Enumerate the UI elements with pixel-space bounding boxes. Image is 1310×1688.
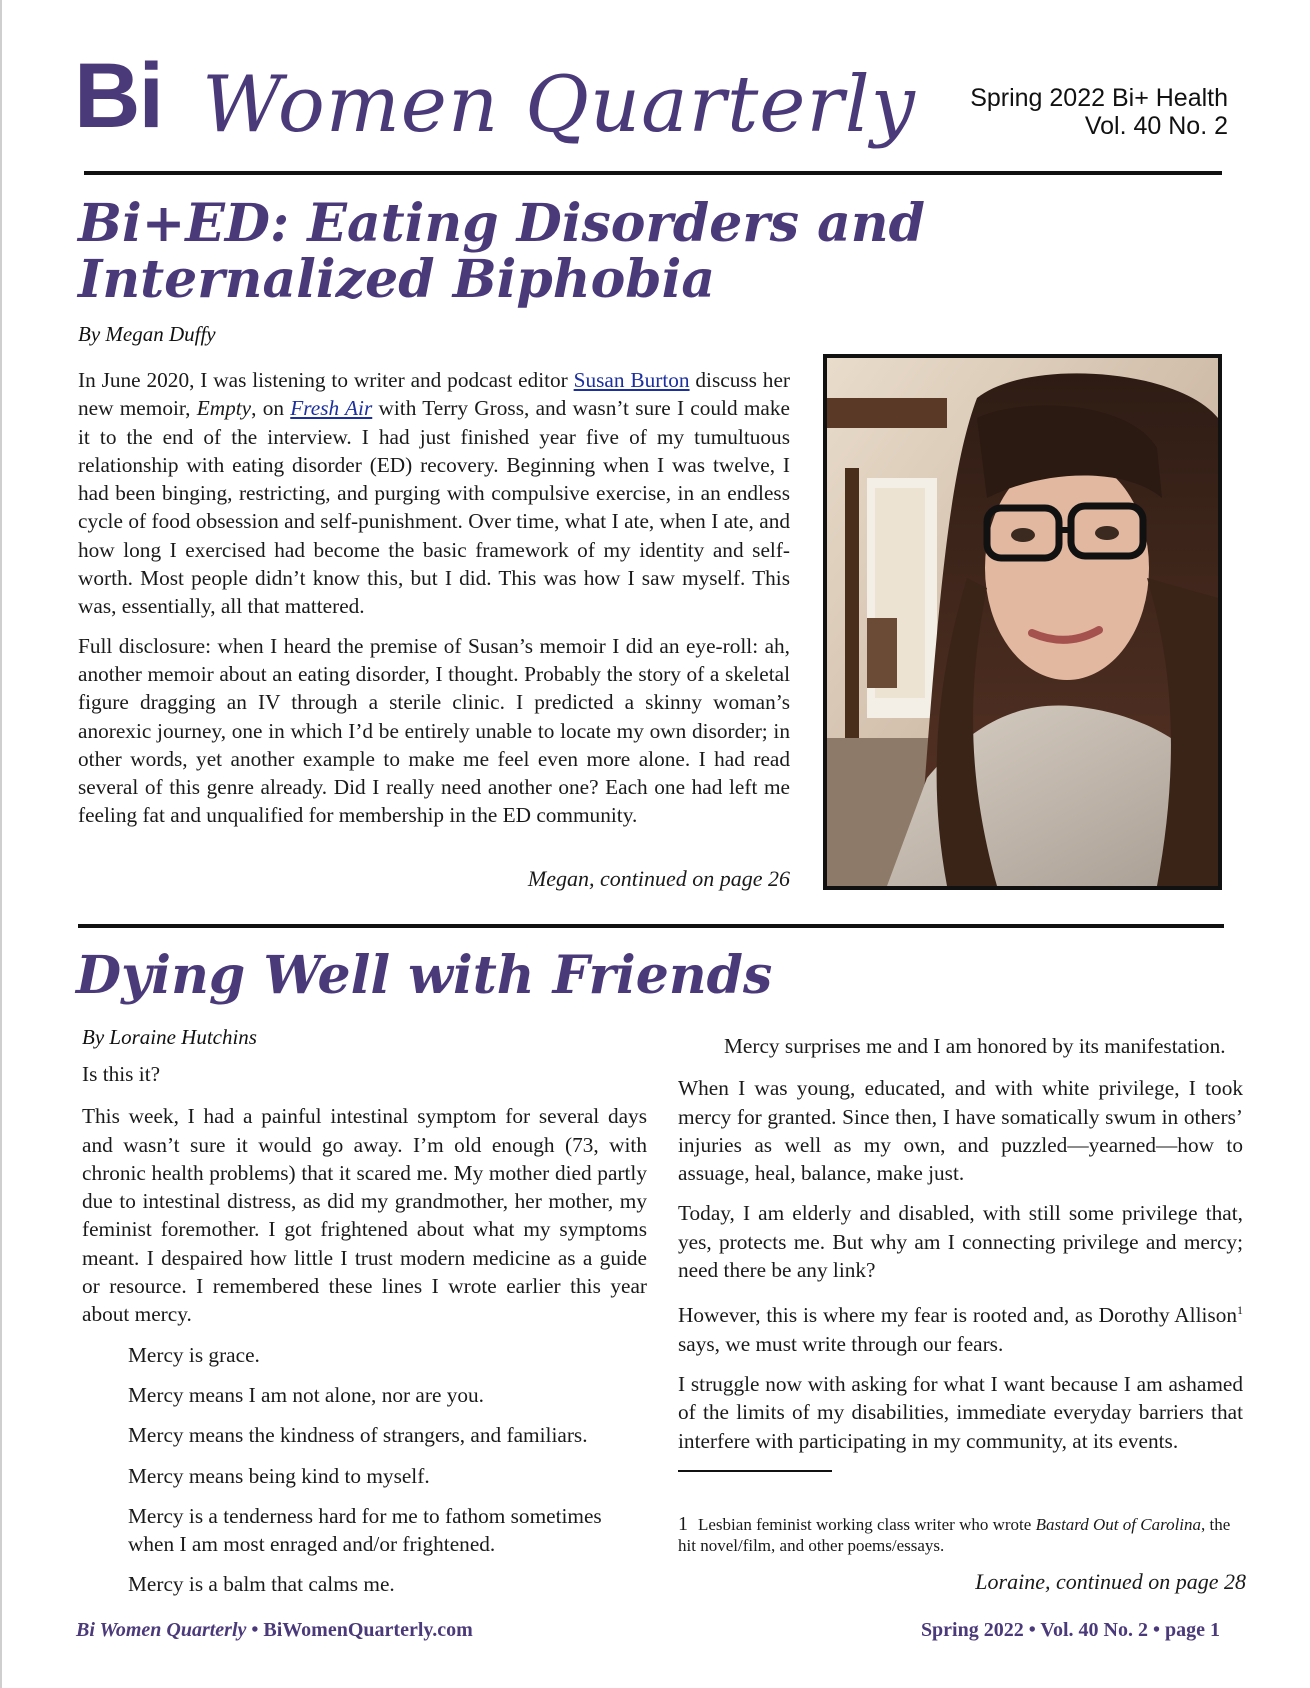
section-rule xyxy=(78,924,1224,928)
article2-continued: Loraine, continued on page 28 xyxy=(975,1569,1246,1594)
masthead-title: Women Quarterly xyxy=(202,60,916,150)
footnote-marker: 1 xyxy=(1237,1303,1243,1318)
issue-volume: Vol. 40 No. 2 xyxy=(1084,112,1228,140)
poem-line: Mercy surprises me and I am honored by its manifestation. xyxy=(724,1034,1226,1058)
article2-paragraph: This week, I had a painful intestinal symptom for several days and wasn’t sure it would go away. I’m old enough (73, with chronic health problems) that it scared me. My mother died partly due to intestinal distress, as did my grandmother, her mother, my feminist foremother. I got frightened about what my symptoms meant. I despaired how little I trust modern medicine as a guide or resource. I remembered these lines I wrote earlier this year about mercy. xyxy=(82,1104,647,1327)
article2-paragraph: I struggle now with asking for what I want because I am ashamed of the limits of my disabilities, immediate everyday barriers that interfere with participating in my community, at its events. xyxy=(678,1372,1243,1453)
author-photo-image xyxy=(827,358,1218,886)
article1-continued: Megan, continued on page 26 xyxy=(527,866,790,891)
footnote-rule xyxy=(678,1470,832,1472)
fresh-air-link[interactable]: Fresh Air xyxy=(290,396,373,421)
article2-column-left xyxy=(82,1060,647,1610)
footnote-number: 1 xyxy=(678,1513,688,1535)
issue-info xyxy=(970,84,1228,140)
article1-title-line1: Bi+ED: Eating Disorders and xyxy=(78,193,925,254)
poem-line: Mercy means being kind to myself. xyxy=(128,1463,430,1488)
author-photo xyxy=(823,354,1222,890)
book-title-empty: Empty xyxy=(196,396,252,421)
masthead-rule xyxy=(84,171,1222,175)
article2-title: Dying Well with Friends xyxy=(76,945,773,1006)
poem-line: Mercy means I am not alone, nor are you. xyxy=(128,1382,485,1407)
poem-line: Mercy is a tenderness hard for me to fathom sometimes when I am most enraged and/or frightened. xyxy=(128,1503,602,1557)
article2-byline: By Loraine Hutchins xyxy=(82,1025,257,1049)
book-title-bastard: Bastard Out of Carolina xyxy=(1035,1515,1202,1534)
article1-paragraph: In June 2020, I was listening to writer and podcast editor Susan Burton discuss her new memoir, Empty, on Fresh Air with Terry Gross, and wasn’t sure I could make it to the end of the interview. I had just finished year five of my tumultuous relationship with eating disorder (ED) recovery. Beginning when I was twelve, I had been binging, restricting, and purging with compulsive exercise, in an endless cycle of food obsession and self-punishment. Over time, what I ate, when I ate, and how long I exercised had become the basic framework of my identity and self-worth. Most people didn’t know this, but I did. This was how I saw myself. This was, essentially, all that mattered. xyxy=(78,368,790,619)
footer-page-info: Spring 2022 • Vol. 40 No. 2 • page 1 xyxy=(920,1619,1220,1641)
footer-website: • BiWomenQuarterly.com xyxy=(246,1619,473,1641)
susan-burton-link[interactable]: Susan Burton xyxy=(573,368,690,392)
article2-paragraph: When I was young, educated, and with white privilege, I took mercy for granted. Since then, I have somatically swum in others’ injuries as well as my own, and puzzled—yearned—how to assuage, heal, balance, make just. xyxy=(678,1076,1243,1186)
article1-byline: By Megan Duffy xyxy=(78,322,216,346)
article2-paragraph: Today, I am elderly and disabled, with still some privilege that, yes, protects me. But why am I connecting privilege and mercy; need there be any link? xyxy=(678,1201,1243,1283)
article2-paragraph: Is this it? xyxy=(82,1062,161,1086)
article1-title-line2: Internalized Biphobia xyxy=(78,249,716,310)
masthead-bi: Bi xyxy=(74,45,162,147)
article1-title xyxy=(78,193,925,310)
footnote: 1 Lesbian feminist working class writer who wrote Bastard Out of Carolina, the hit novel/film, and other poems/essays. xyxy=(678,1513,1231,1555)
footer-publication xyxy=(76,1619,473,1642)
footer-title: Bi Women Quarterly xyxy=(76,1619,247,1641)
poem-line: Mercy is grace. xyxy=(128,1342,260,1367)
article1-body xyxy=(78,366,790,841)
page-edge xyxy=(0,0,2,1688)
issue-season: Spring 2022 Bi+ Health xyxy=(970,84,1228,112)
article2-paragraph: However, this is where my fear is rooted and, as Dorothy Allison$^1$ says, we must write through our fears. xyxy=(678,1303,1243,1356)
article1-paragraph: Full disclosure: when I heard the premise of Susan’s memoir I did an eye-roll: ah, another memoir about an eating disorder, I thought. Probably the story of a skeletal figure dragging an IV through a sterile clinic. I predicted a skinny woman’s anorexic journey, one in which I’d be entirely unable to locate my own disorder; in other words, yet another example to make me feel even more alone. I had read several of this genre already. Did I really need another one? Each one had left me feeling fat and unqualified for membership in the ED community. xyxy=(78,633,790,828)
poem-line: Mercy means the kindness of strangers, and familiars. xyxy=(128,1423,588,1448)
article2-column-right xyxy=(678,1032,1243,1466)
poem-line: Mercy is a balm that calms me. xyxy=(128,1572,395,1597)
